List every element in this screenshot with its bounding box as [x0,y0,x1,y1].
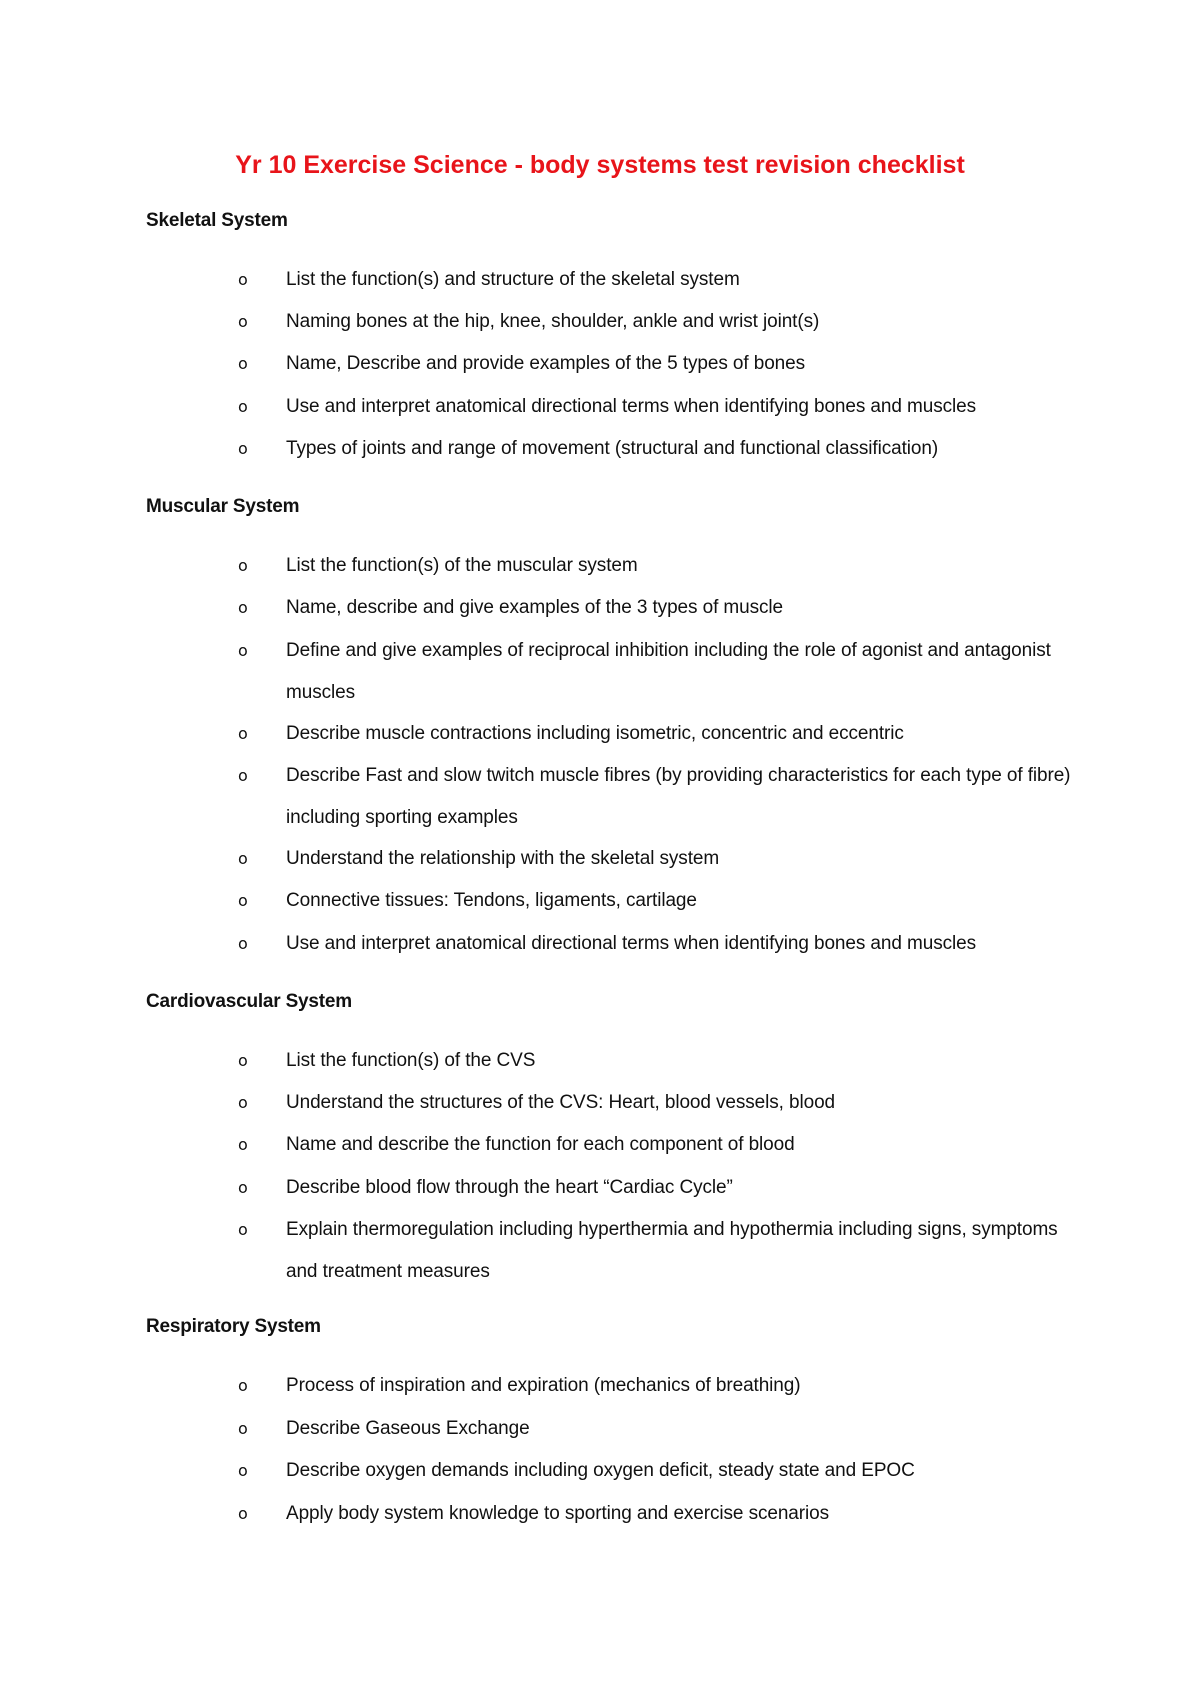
checklist-item: o Process of inspiration and expiration (mechanics of breathing) [256,1365,1086,1407]
bullet-icon: o [238,641,248,660]
checklist-item: o Explain thermoregulation including hyperthermia and hypothermia including signs, symptoms and treatment measures [256,1209,1086,1292]
checklist-item: o Name, Describe and provide examples of the 5 types of bones [256,343,1086,385]
checklist-item: o List the function(s) and structure of the skeletal system [256,259,1086,301]
bullet-icon: o [238,1461,248,1480]
checklist-item: o Understand the structures of the CVS: Heart, blood vessels, blood [256,1082,1086,1124]
bullet-icon: o [238,270,248,289]
checklist-item: o Describe Fast and slow twitch muscle fibres (by providing characteristics for each type of fibre) including sporting examples [256,755,1086,838]
bullet-icon: o [238,1376,248,1395]
bullet-icon: o [238,439,248,458]
section-heading-muscular: Muscular System [146,496,300,517]
page-title: Yr 10 Exercise Science - body systems test revision checklist [235,151,965,179]
checklist-item: o Describe oxygen demands including oxygen deficit, steady state and EPOC [256,1450,1086,1492]
bullet-icon: o [238,1419,248,1438]
bullet-icon: o [238,1504,248,1523]
bullet-icon: o [238,556,248,575]
checklist-item: o Define and give examples of reciprocal inhibition including the role of agonist and antagonist muscles [256,630,1086,713]
section-heading-skeletal: Skeletal System [146,210,288,231]
bullet-icon: o [238,1051,248,1070]
bullet-icon: o [238,354,248,373]
bullet-icon: o [238,312,248,331]
checklist-item: o Naming bones at the hip, knee, shoulder, ankle and wrist joint(s) [256,301,1086,343]
bullet-icon: o [238,397,248,416]
bullet-icon: o [238,598,248,617]
bullet-icon: o [238,1220,248,1239]
bullet-icon: o [238,724,248,743]
bullet-icon: o [238,766,248,785]
section-heading-cardiovascular: Cardiovascular System [146,991,352,1012]
checklist-item: o List the function(s) of the CVS [256,1040,1086,1082]
checklist-item: o Name and describe the function for each component of blood [256,1124,1086,1166]
checklist-item: o Types of joints and range of movement (structural and functional classification) [256,428,1086,470]
checklist-item: o Describe muscle contractions including isometric, concentric and eccentric [256,713,1086,755]
checklist-item: o Name, describe and give examples of the 3 types of muscle [256,587,1086,629]
checklist-item: o Use and interpret anatomical directional terms when identifying bones and muscles [256,386,1086,428]
checklist-item: o List the function(s) of the muscular system [256,545,1086,587]
bullet-icon: o [238,891,248,910]
bullet-icon: o [238,1135,248,1154]
checklist-item: o Connective tissues: Tendons, ligaments, cartilage [256,880,1086,922]
bullet-icon: o [238,934,248,953]
bullet-icon: o [238,1093,248,1112]
bullet-icon: o [238,849,248,868]
checklist-item: o Understand the relationship with the skeletal system [256,838,1086,880]
checklist-item: o Describe Gaseous Exchange [256,1408,1086,1450]
section-heading-respiratory: Respiratory System [146,1316,321,1337]
checklist-item: o Use and interpret anatomical directional terms when identifying bones and muscles [256,923,1086,965]
checklist-item: o Apply body system knowledge to sporting and exercise scenarios [256,1493,1086,1535]
checklist-item: o Describe blood flow through the heart “Cardiac Cycle” [256,1167,1086,1209]
bullet-icon: o [238,1178,248,1197]
